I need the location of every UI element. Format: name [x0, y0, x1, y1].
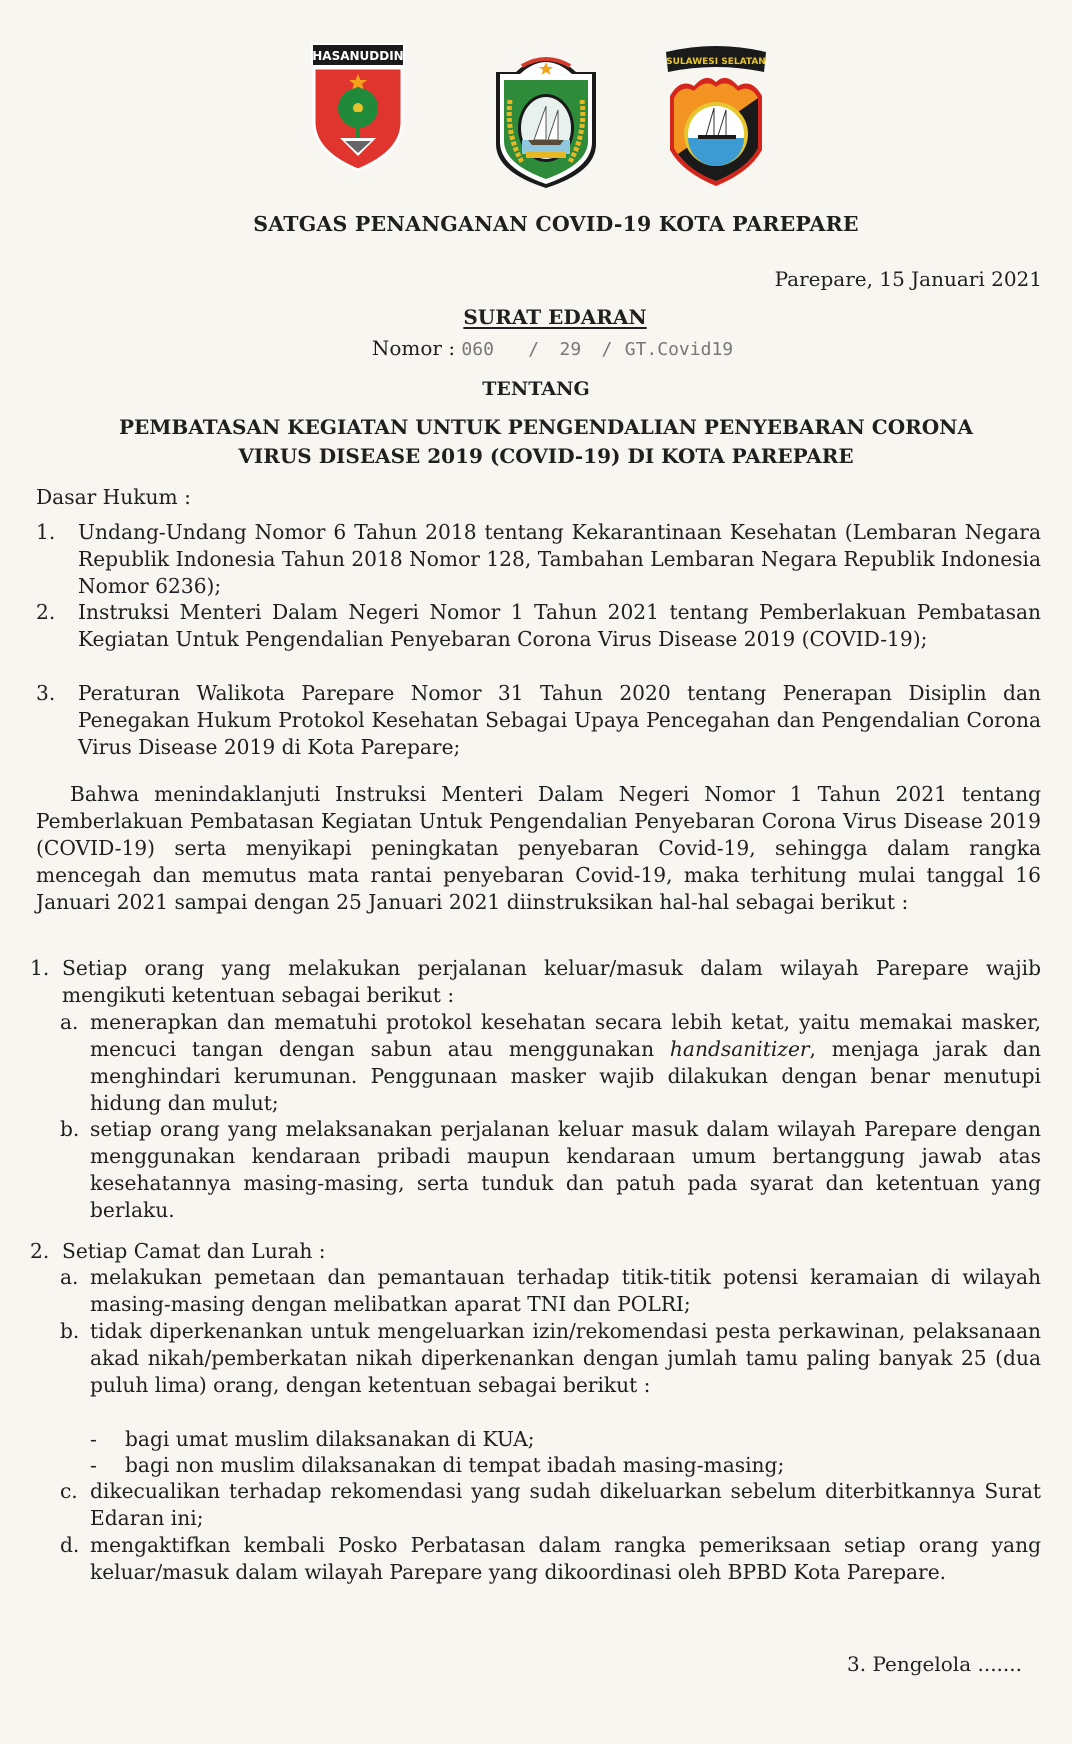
instruction-subitem	[60, 1116, 1041, 1224]
number-part-2: 29	[559, 339, 582, 360]
instruction-subitem	[60, 1009, 1041, 1117]
instruction-subitem	[60, 1318, 1041, 1399]
polda-sulsel-emblem	[660, 42, 772, 188]
legal-basis-item	[36, 599, 1041, 653]
bullet-dash: -	[90, 1427, 97, 1451]
bullet-dash: -	[90, 1453, 97, 1477]
number-part-3: GT.Covid19	[624, 339, 734, 360]
instruction-subitem	[60, 1478, 1041, 1532]
polda-label: SULAWESI SELATAN	[666, 57, 766, 67]
subitem-text: mengaktifkan kembali Posko Perbatasan dalam rangka pemeriksaan setiap orang yang keluar/masuk dalam wilayah Parepare yang dikoordinasi oleh BPBD Kota Parepare.	[90, 1533, 1041, 1584]
subitem-label: b.	[60, 1117, 80, 1141]
organization-title: SATGAS PENANGANAN COVID-19 KOTA PAREPARE	[253, 212, 859, 236]
instruction-text: Setiap Camat dan Lurah :	[62, 1239, 326, 1263]
item-number: 3.	[36, 681, 56, 705]
instruction-number: 1.	[30, 956, 50, 980]
number-separator-1: /	[528, 339, 540, 360]
instruction-number: 2.	[30, 1239, 50, 1263]
legal-basis-item	[36, 680, 1041, 761]
instruction-subitem	[60, 1532, 1041, 1586]
subitem-text-part: menerapkan dan mematuhi protokol kesehatan secara lebih ketat, yaitu memakai masker, mencuci tangan dengan sabun atau menggunakan	[90, 1010, 1041, 1061]
item-text: Instruksi Menteri Dalam Negeri Nomor 1 Tahun 2021 tentang Pemberlakuan Pembatasan Kegiatan Untuk Pengendalian Penyebaran Corona Virus Disease 2019 (COVID-19);	[78, 600, 1041, 651]
about-label: TENTANG	[482, 378, 590, 400]
preamble-paragraph: Bahwa menindaklanjuti Instruksi Menteri Dalam Negeri Nomor 1 Tahun 2021 tentang Pemberlakuan Pembatasan Kegiatan Untuk Pengendalian Penyebaran Corona Virus Disease 2019 (COVID-19) serta menyikapi peningkatan penyebaran Covid-19, sehingga dalam rangka mencegah dan memutus mata rantai penyebaran Covid-19, maka terhitung mulai tanggal 16 Januari 2021 sampai dengan 25 Januari 2021 diinstruksikan hal-hal sebagai berikut :	[36, 782, 1041, 914]
instruction-text: Setiap orang yang melakukan perjalanan keluar/masuk dalam wilayah Parepare wajib mengikuti ketentuan sebagai berikut :	[62, 956, 1041, 1007]
hasanuddin-label: HASANUDDIN	[312, 49, 404, 63]
subject-line-2: VIRUS DISEASE 2019 (COVID-19) DI KOTA PAREPARE	[238, 444, 854, 468]
number-label: Nomor :	[371, 336, 456, 360]
document-number	[0, 336, 1072, 360]
subitem-text: dikecualikan terhadap rekomendasi yang sudah dikeluarkan sebelum diterbitkannya Surat Edaran ini;	[90, 1479, 1041, 1530]
subitem-text: tidak diperkenankan untuk mengeluarkan izin/rekomendasi pesta perkawinan, pelaksanaan akad nikah/pemberkatan nikah diperkenankan dengan jumlah tamu paling banyak 25 (dua puluh lima) orang, dengan ketentuan sebagai berikut :	[90, 1319, 1041, 1397]
subject-title	[40, 413, 1052, 471]
document-type: SURAT EDARAN	[463, 305, 647, 329]
bullet-text: bagi non muslim dilaksanakan di tempat ibadah masing-masing;	[125, 1453, 785, 1477]
hasanuddin-emblem	[310, 42, 406, 172]
subitem-label: a.	[60, 1265, 79, 1289]
place-date: Parepare, 15 Januari 2021	[774, 267, 1042, 291]
subitem-text-part: , menjaga jarak dan menghindari kerumunan. Penggunaan masker wajib dilakukan dengan benar menutupi hidung dan mulut;	[90, 1037, 1042, 1115]
page-continuation: 3. Pengelola .......	[847, 1652, 1022, 1676]
number-part-1: 060	[461, 339, 494, 360]
legal-basis-label: Dasar Hukum :	[36, 485, 191, 509]
subitem-label: d.	[60, 1533, 80, 1557]
number-separator-2: /	[601, 339, 613, 360]
instruction-item	[30, 955, 1041, 1009]
item-text: Peraturan Walikota Parepare Nomor 31 Tahun 2020 tentang Penerapan Disiplin dan Penegakan Hukum Protokol Kesehatan Sebagai Upaya Pencegahan dan Pengendalian Corona Virus Disease 2019 di Kota Parepare;	[78, 681, 1041, 759]
subitem-label: a.	[60, 1010, 79, 1034]
bullet-text: bagi umat muslim dilaksanakan di KUA;	[125, 1427, 535, 1451]
bullet-item	[90, 1426, 1040, 1453]
item-text: Undang-Undang Nomor 6 Tahun 2018 tentang Kekarantinaan Kesehatan (Lembaran Negara Republik Indonesia Tahun 2018 Nomor 128, Tambahan Lembaran Negara Republik Indonesia Nomor 6236);	[78, 520, 1041, 598]
subitem-label: b.	[60, 1319, 80, 1343]
bullet-item	[90, 1452, 1040, 1479]
logo-row	[0, 40, 1072, 190]
item-number: 2.	[36, 600, 56, 624]
subitem-label: c.	[60, 1479, 78, 1503]
item-number: 1.	[36, 520, 56, 544]
legal-basis-item	[36, 519, 1041, 600]
parepare-city-emblem	[488, 44, 604, 190]
subject-line-1: PEMBATASAN KEGIATAN UNTUK PENGENDALIAN PENYEBARAN CORONA	[119, 415, 973, 439]
subitem-italic-term: handsanitizer	[669, 1037, 810, 1061]
instruction-item	[30, 1238, 1041, 1265]
instruction-subitem	[60, 1264, 1041, 1318]
subitem-text	[90, 1009, 1041, 1117]
subitem-text: setiap orang yang melaksanakan perjalanan keluar masuk dalam wilayah Parepare dengan menggunakan kendaraan pribadi maupun kendaraan umum bertanggung jawab atas kesehatannya masing-masing, serta tunduk dan patuh pada syarat dan ketentuan yang berlaku.	[90, 1117, 1041, 1222]
subitem-text: melakukan pemetaan dan pemantauan terhadap titik-titik potensi keramaian di wilayah masing-masing dengan melibatkan aparat TNI dan POLRI;	[90, 1265, 1041, 1316]
